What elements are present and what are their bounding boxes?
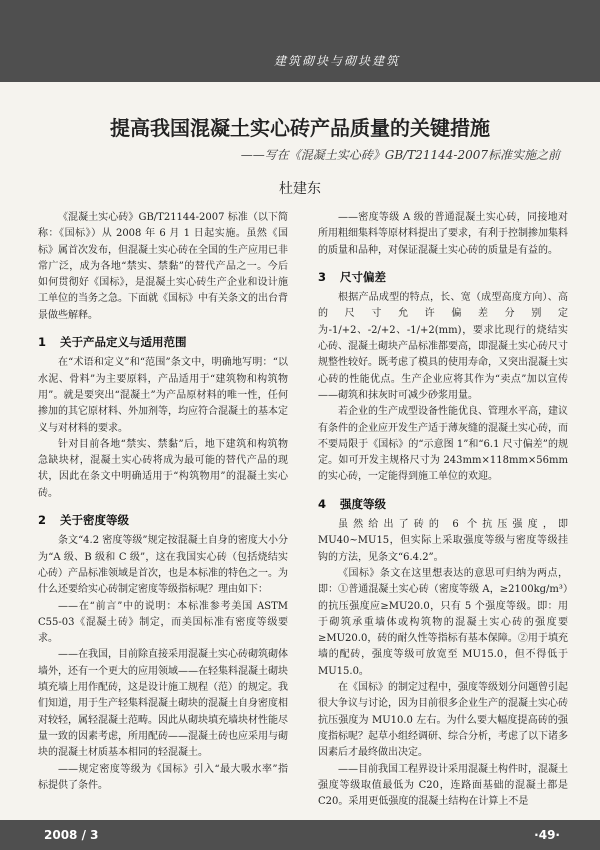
section-heading-3: 3 尺寸偏差 <box>318 269 386 284</box>
article-subtitle: ——写在《混凝土实心砖》GB/T21144-2007标准实施之前 <box>240 148 560 162</box>
body-paragraph: 根据产品成型的特点，长、宽（成型高度方向）、高的尺寸允许偏差分别定为-1/+2、-2/+2、-1/+2(mm)，要求比现行的烧结实心砖、混凝土砌块产品标准都要高，即混凝土实心砖尺寸规整性较好。既考虑了模具的使用寿命，又突出混凝土实心砖的性能优点。生产企业应将其作为“卖点”加以宣传——砌筑和抹灰时可减少砂浆用量。 <box>318 292 568 401</box>
body-paragraph: 在“术语和定义”和“范围”条文中，明确地写明：“以水泥、骨料”为主要原料，产品适用于“建筑物和构筑物用”。就是要突出“混凝土”为产品原材料的唯一性，任何掺加的其它原材料、外加剂等，均应符合混凝土的基本定义与对材料的要求。 <box>38 357 288 434</box>
section-heading-2: 2 关于密度等级 <box>38 513 129 528</box>
body-paragraph: 在《国标》的制定过程中，强度等级划分问题曾引起很大争议与讨论，因为目前很多企业生产的混凝土实心砖抗压强度为 MU10.0 左右。为什么要大幅度提高砖的强度指标呢？起草小组经调研、综合分析，考虑了以下诸多因素后才最终做出决定。 <box>318 682 568 759</box>
body-paragraph: 《国标》条文在这里想表达的意思可归纳为两点，即：①普通混凝土实心砖（密度等级 A，≥2100kg/m³）的抗压强度应≥MU20.0，只有 5 个强度等级。即：用于砌筑承重墙体或构筑物的混凝土实心砖的强度要≥MU20.0，砖的耐久性等指标有基本保障。②用于填充墙的配砖，强度等级可放宽至 MU15.0，但不得低于 MU15.0。 <box>318 567 568 677</box>
section-tag: 建筑砌块与砌块建筑 <box>273 54 400 68</box>
body-paragraph: 条文“4.2 密度等级”规定按混凝土自身的密度大小分为“A 级、B 级和 C 级”，这在我国实心砖（包括烧结实心砖）产品标准领域是首次，也是本标准的特色之一。为什么还要给实心砖制定密度等级指标呢？理由如下： <box>38 535 288 596</box>
body-paragraph: ——密度等级 A 级的普通混凝土实心砖，同接地对所用粗细集料等原材料提出了要求，有利于控制掺加集料的质量和品种，对保证混凝土实心砖的质量是有益的。 <box>318 212 568 256</box>
left-column <box>38 210 288 794</box>
right-column <box>318 210 568 810</box>
body-paragraph: ——在“前言”中的说明：本标准参考美国 ASTM C55-03《混凝土砖》制定，而美国标准有密度等级要求。 <box>38 600 288 645</box>
section-heading-4: 4 强度等级 <box>318 496 386 511</box>
body-paragraph: 若企业的生产成型设备性能优良、管理水平高，建议有条件的企业应开发生产适于薄灰缝的混凝土实心砖，而不要局限于《国标》的“示意图 1”和“6.1 尺寸偏差”的规定。如可开发主规格尺寸为 243mm×118mm×56mm 的实心砖，一定能得到施工单位的欢迎。 <box>318 406 568 483</box>
issue-label: 2008 / 3 <box>44 828 99 842</box>
body-paragraph: ——在我国，目前除直接采用混凝土实心砖砌筑砌体墙外，还有一个更大的应用领域——在轻集料混凝土砌块填充墙上用作配砖，这是设计施工规程（范）的规定。我们知道，用于生产轻集料混凝土砌块的混凝土自身密度相对较轻，属轻混凝土范畴。因此从砌块填充墙块材性能尽量一致的因素考虑，所用配砖——混凝土砖也应采用与砌块的混凝土材质基本相同的轻混凝土。 <box>38 649 288 759</box>
page-number: ·49· <box>534 828 560 842</box>
section-heading-1: 1 关于产品定义与适用范围 <box>38 335 187 350</box>
footer-bar <box>0 820 600 850</box>
article-author: 杜建东 <box>279 181 321 197</box>
article-title: 提高我国混凝土实心砖产品质量的关键措施 <box>110 116 490 140</box>
body-paragraph: ——规定密度等级为《国标》引入“最大吸水率”指标提供了条件。 <box>38 763 288 791</box>
body-paragraph: ——目前我国工程界设计采用混凝土构件时，混凝土强度等级取值最低为 C20，连路面基础的混凝土都是 C20。采用更低强度的混凝土结构在计算上不是 <box>318 763 568 808</box>
intro-paragraph: 《混凝土实心砖》GB/T21144-2007 标准（以下简称：《国标》）从 2008 年 6 月 1 日起实施。虽然《国标》属首次发布，但混凝土实心砖在全国的生产应用已非常广泛，成为各地“禁实、禁黏”的替代产品之一。今后如何贯彻好《国标》，是混凝土实心砖生产企业和设计施工单位的当务之急。下面就《国标》中有关条文的出台背景做些解释。 <box>38 212 288 321</box>
header-banner <box>0 0 600 82</box>
body-paragraph: 虽然给出了砖的 6 个抗压强度，即 MU40~MU15，但实际上采取强度等级与密度等级挂钩的方法，见条文“6.4.2”。 <box>318 519 568 563</box>
body-paragraph: 针对目前各地“禁实、禁黏”后，地下建筑和构筑物急缺块材，混凝土实心砖将成为最可能的替代产品的现状，因此在条文中明确适用于“构筑物用”的混凝土实心砖。 <box>38 438 288 499</box>
